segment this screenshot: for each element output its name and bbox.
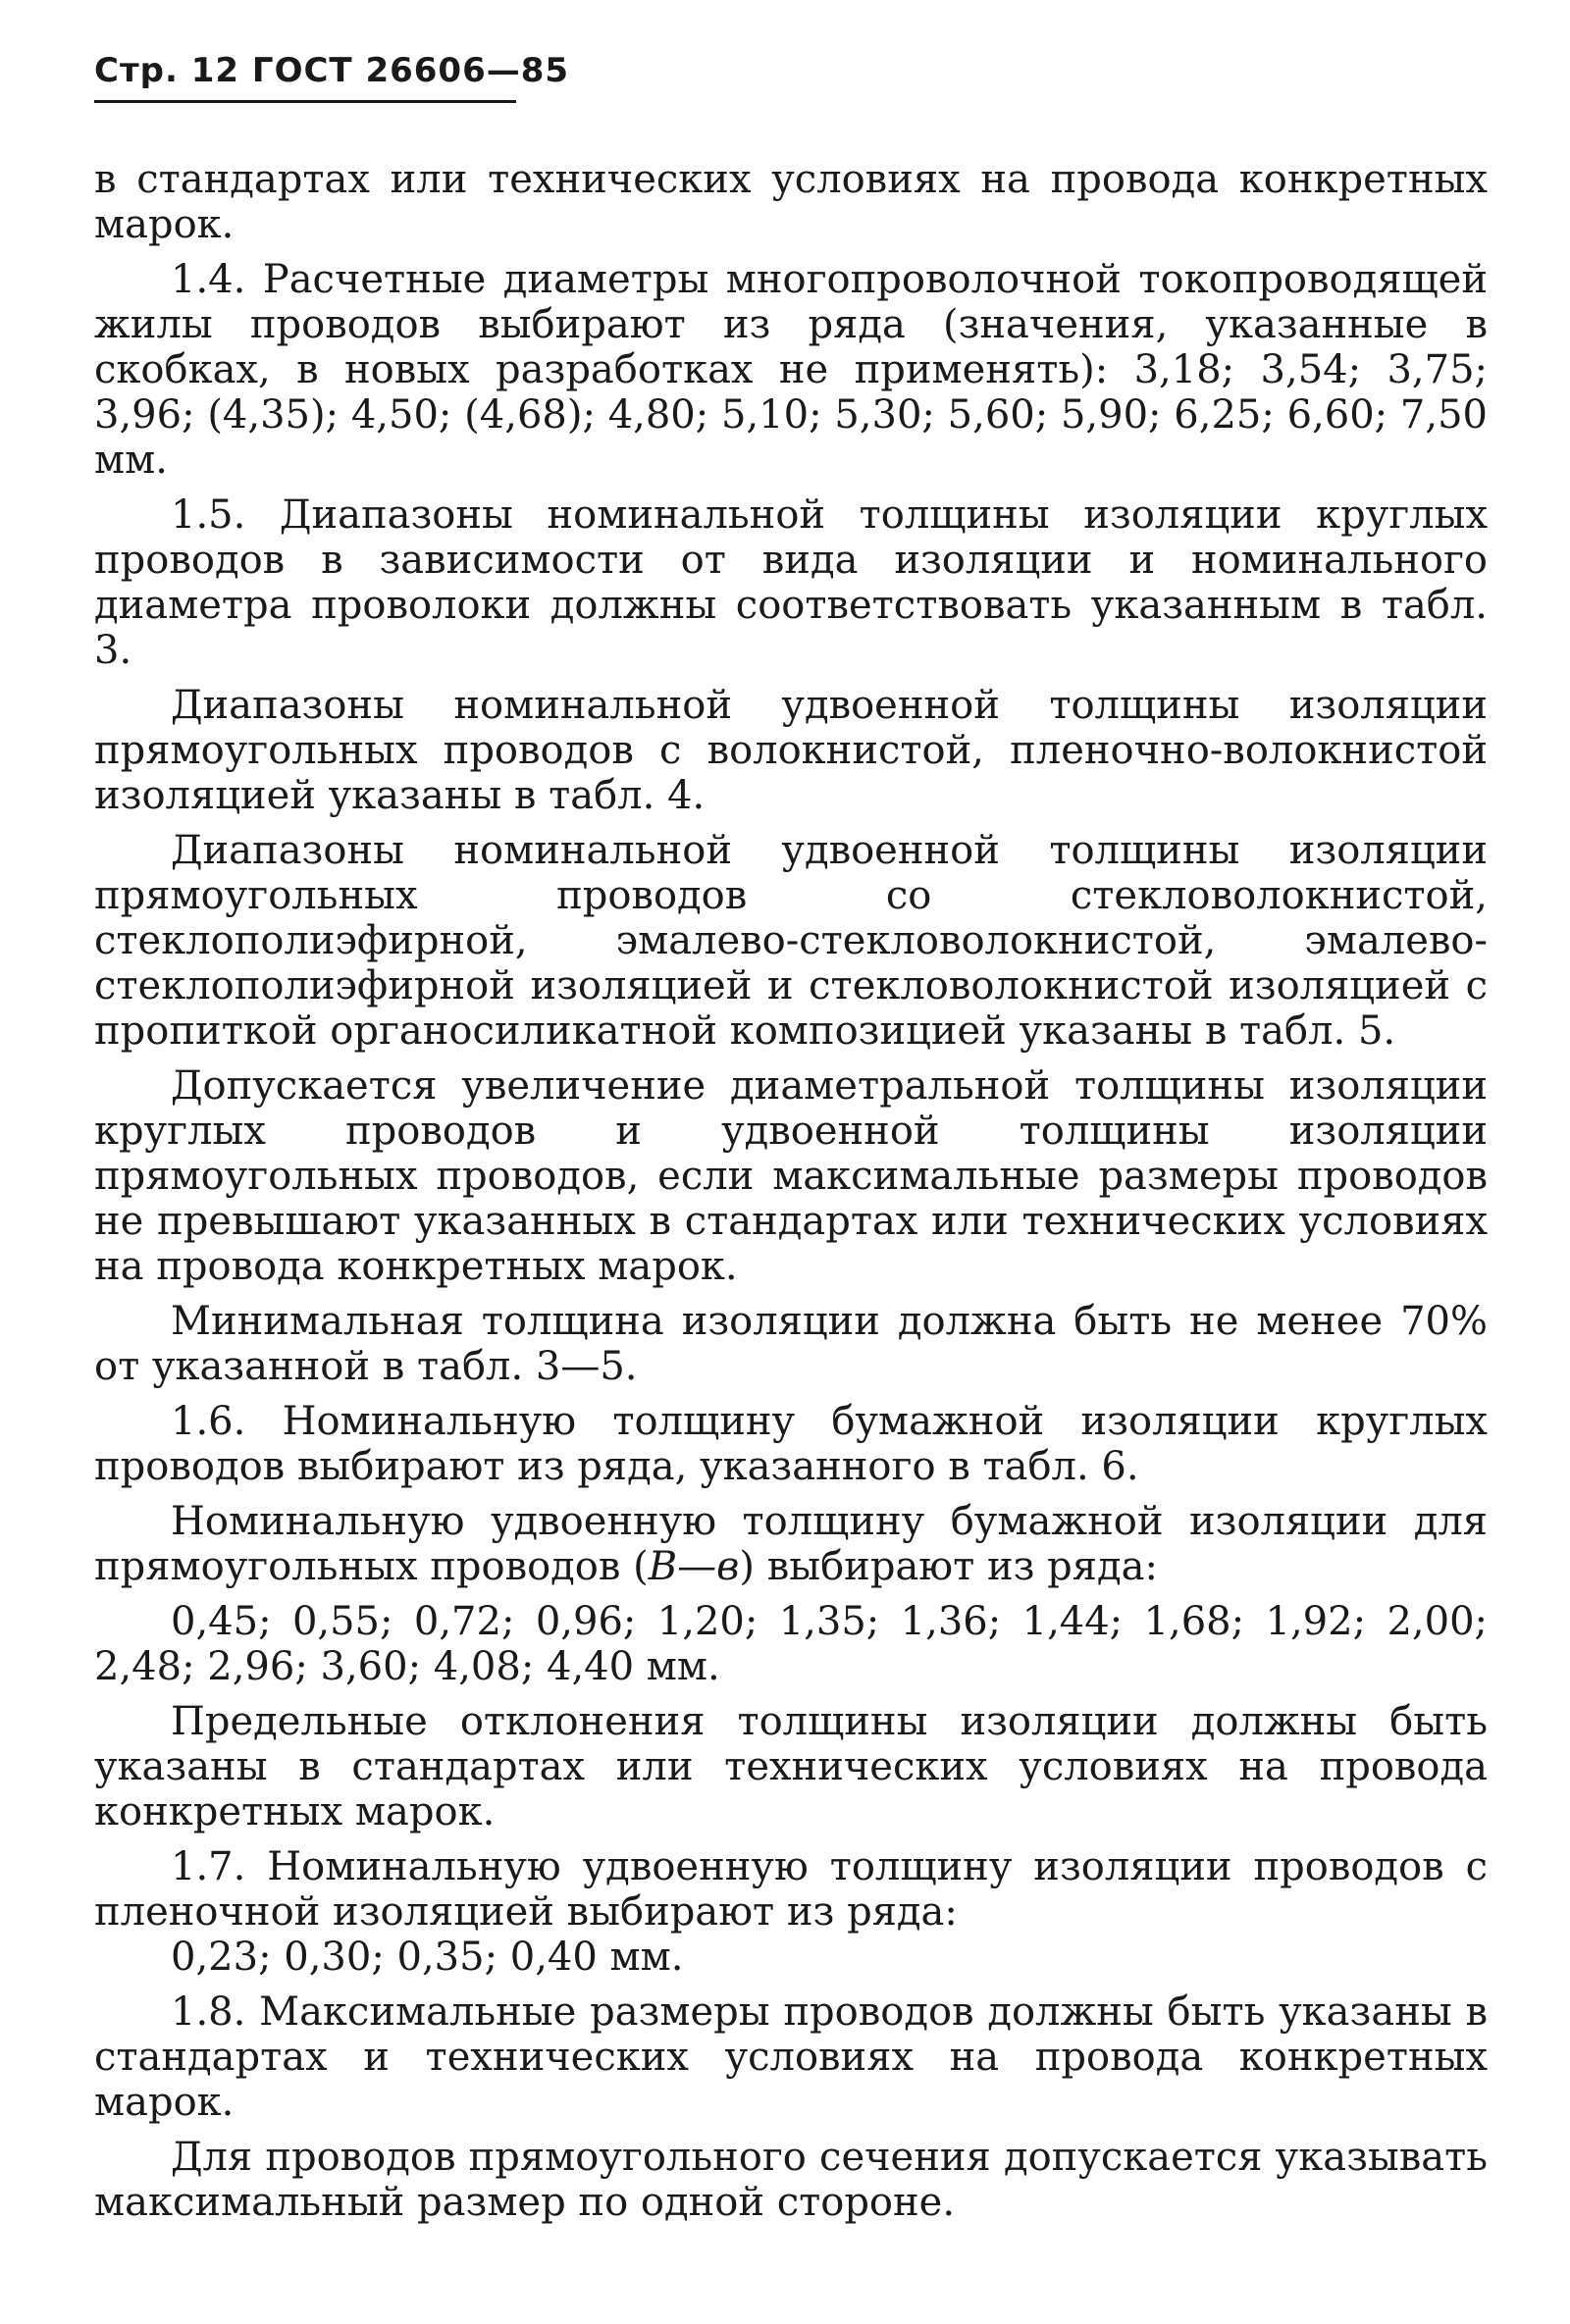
- header-rule: [94, 100, 516, 103]
- paragraph-1-7: 1.7. Номинальную удвоенную толщину изоляции проводов с пленочной изоляцией выбирают из ряда:: [94, 1844, 1488, 1935]
- paragraph-thickness-increase: Допускается увеличение диаметральной толщины изоляции круглых проводов и удвоенной толщины изоляции прямоугольных проводов, если максимальные размеры проводов не превышают указанных в стандартах или технических условиях на провода конкретных марок.: [94, 1063, 1488, 1289]
- paragraph-continuation: в стандартах или технических условиях на провода конкретных марок.: [94, 157, 1488, 247]
- paragraph-table-5-ref: Диапазоны номинальной удвоенной толщины изоляции прямоугольных проводов со стекловолокнистой, стеклополиэфирной, эмалево-стекловолокнистой, эмалево-стеклополиэфирной изоляцией и стекловолокнистой изоляцией с пропиткой органосиликатной композицией указаны в табл. 5.: [94, 828, 1488, 1054]
- paragraph-tolerances: Предельные отклонения толщины изоляции должны быть указаны в стандартах или технических условиях на провода конкретных марок.: [94, 1699, 1488, 1834]
- dimension-symbol: B—в: [648, 1544, 740, 1589]
- paragraph-1-5: 1.5. Диапазоны номинальной толщины изоляции круглых проводов в зависимости от вида изоляции и номинального диаметра проволоки должны соответствовать указанным в табл. 3.: [94, 492, 1488, 673]
- paper-thickness-series: 0,45; 0,55; 0,72; 0,96; 1,20; 1,35; 1,36; 1,44; 1,68; 1,92; 2,00; 2,48; 2,96; 3,60; 4,08; 4,40 мм.: [94, 1599, 1488, 1689]
- paragraph-min-thickness: Минимальная толщина изоляции должна быть не менее 70% от указанной в табл. 3—5.: [94, 1299, 1488, 1389]
- paragraph-1-8: 1.8. Максимальные размеры проводов должны быть указаны в стандартах и технических условиях на провода конкретных марок.: [94, 1989, 1488, 2125]
- film-thickness-series: 0,23; 0,30; 0,35; 0,40 мм.: [171, 1935, 684, 1980]
- paragraph-paper-insulation: [94, 1499, 1488, 1589]
- paragraph-1-4: 1.4. Расчетные диаметры многопроволочной токопроводящей жилы проводов выбирают из ряда (значения, указанные в скобках, в новых разработках не применять): 3,18; 3,54; 3,75; 3,96; (4,35); 4,50; (4,68); 4,80; 5,10; 5,30; 5,60; 5,90; 6,25; 6,60; 7,50 мм.: [94, 257, 1488, 483]
- document-body: [94, 157, 1488, 2235]
- paper-insulation-text-start: Номинальную удвоенную толщину бумажной изоляции для прямоугольных проводов (: [94, 1499, 1488, 1589]
- paragraph-rectangular-max-size: Для проводов прямоугольного сечения допускается указывать максимальный размер по одной стороне.: [94, 2135, 1488, 2225]
- paragraph-1-6: 1.6. Номинальную толщину бумажной изоляции круглых проводов выбирают из ряда, указанного в табл. 6.: [94, 1399, 1488, 1489]
- page-header: [94, 51, 570, 103]
- paragraph-table-4-ref: Диапазоны номинальной удвоенной толщины изоляции прямоугольных проводов с волокнистой, пленочно-волокнистой изоляцией указаны в табл. 4.: [94, 683, 1488, 818]
- page-label: Стр. 12 ГОСТ 26606—85: [94, 51, 570, 90]
- paper-insulation-text-end: ) выбирают из ряда:: [739, 1544, 1158, 1589]
